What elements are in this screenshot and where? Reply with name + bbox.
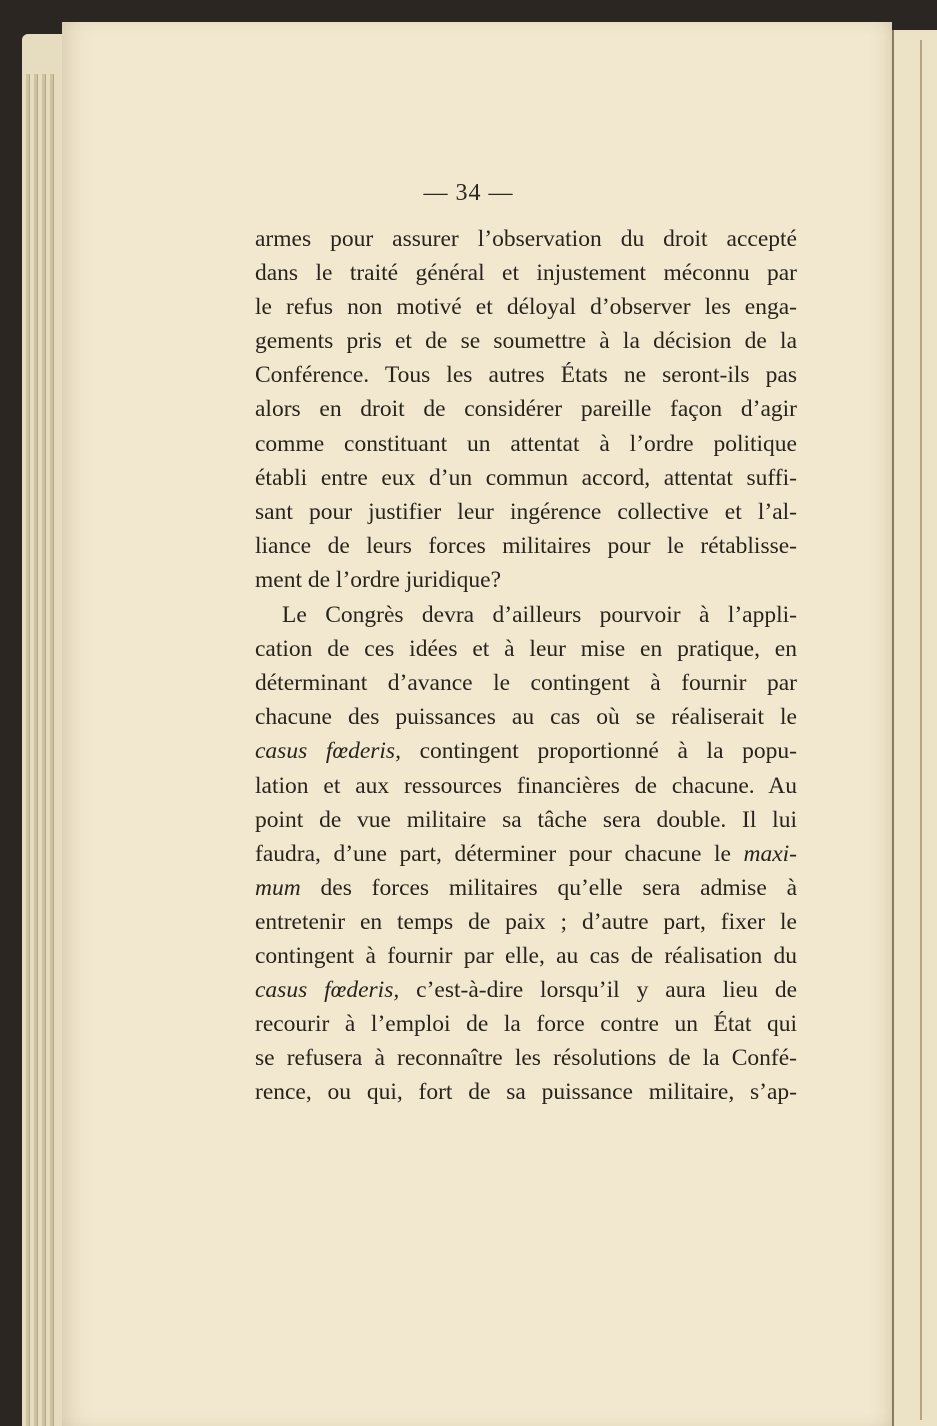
text-run: faudra, d’une part, déterminer pour chacune le [255,840,744,867]
text-line-with-italic [255,871,797,905]
text-line-paragraph-end: ment de l’ordre juridique? [255,566,502,593]
text-line: établi entre eux d’un commun accord, attentat suffi- [255,464,797,491]
text-line: le refus non motivé et déloyal d’observer les enga- [255,294,797,321]
text-line-with-italic [255,734,797,768]
text-line: chacune des puissances au cas où se réaliserait le [255,704,797,731]
facing-page-edge [892,30,937,1426]
italic-phrase: casus fœderis, [255,738,401,765]
text-line: lation et aux ressources financières de chacune. Au [255,772,797,799]
text-line: alors en droit de considérer pareille façon d’agir [255,396,797,423]
text-line: Conférence. Tous les autres États ne seront-ils pas [255,362,797,389]
italic-phrase: casus fœderis, [255,977,400,1004]
text-line: déterminant d’avance le contingent à fournir par [255,670,797,697]
text-line-paragraph-start: Le Congrès devra d’ailleurs pourvoir à l’appli- [282,602,797,629]
italic-phrase: maxi- [743,840,797,867]
text-run: c’est-à-dire lorsqu’il y aura lieu de [399,977,797,1004]
text-line-with-italic [255,973,797,1007]
text-line: cation de ces idées et à leur mise en pratique, en [255,636,797,663]
text-line: point de vue militaire sa tâche sera double. Il lui [255,806,797,833]
text-line: comme constituant un attentat à l’ordre politique [255,430,797,457]
text-line: rence, ou qui, fort de sa puissance militaire, s’ap- [255,1079,797,1106]
text-line: gements pris et de se soumettre à la décision de la [255,328,797,355]
page-edge [26,74,30,1426]
text-line: liance de leurs forces militaires pour le rétablisse- [255,532,797,559]
page-edge [34,74,38,1426]
text-run: des forces militaires qu’elle sera admise à [300,874,797,901]
page-edge [50,74,54,1426]
text-line: sant pour justifier leur ingérence collective et l’al- [255,498,797,525]
page-edge [42,74,46,1426]
text-line: dans le traité général et injustement méconnu par [255,260,797,287]
text-line: entretenir en temps de paix ; d’autre part, fixer le [255,908,797,935]
text-run: contingent proportionné à la popu- [400,738,797,765]
facing-page-fold [920,40,922,1420]
text-line-with-italic [255,837,797,871]
italic-phrase: mum [255,874,301,901]
body-text [255,222,797,1109]
text-line: armes pour assurer l’observation du droit accepté [255,226,797,252]
text-line: contingent à fournir par elle, au cas de réalisation du [255,942,797,969]
page-number: — 34 — [423,180,514,206]
text-line: se refusera à reconnaître les résolutions de la Confé- [255,1045,797,1072]
text-line: recourir à l’emploi de la force contre un État qui [255,1011,797,1038]
